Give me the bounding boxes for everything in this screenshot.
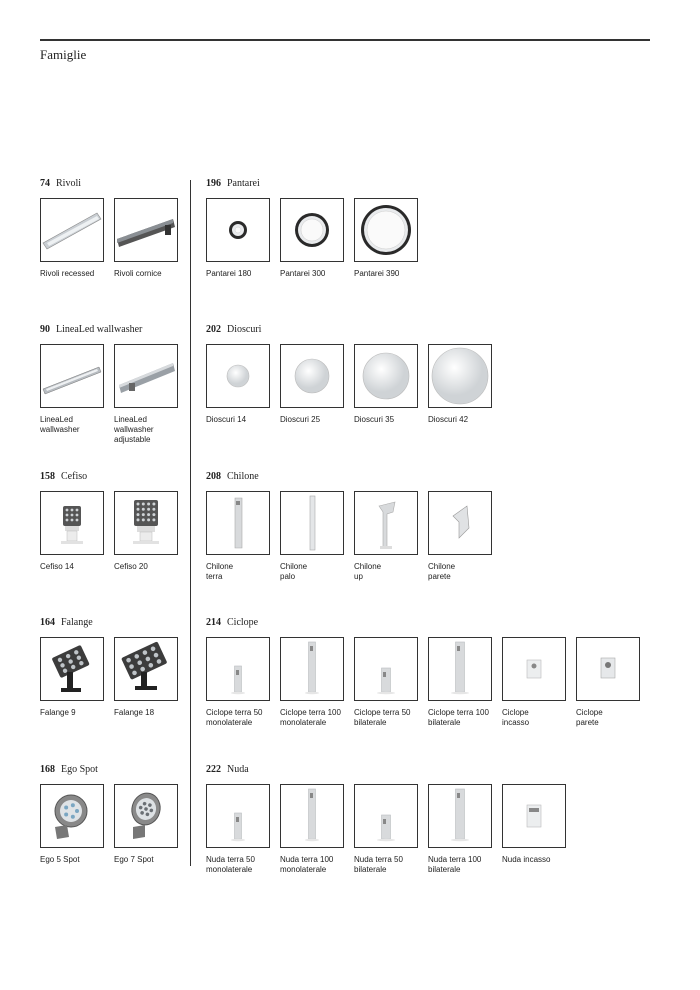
spotlight-7-icon xyxy=(114,784,178,848)
globe-14-icon xyxy=(206,344,270,408)
product-caption: Chilone terra xyxy=(206,562,234,581)
bollard-tall-bilateral-icon xyxy=(428,784,492,848)
bollard-short-bilateral-icon xyxy=(354,784,418,848)
family-name: Cefiso xyxy=(61,471,88,482)
family-name: Pantarei xyxy=(227,178,260,189)
product-item[interactable] xyxy=(114,198,178,279)
top-rule xyxy=(40,39,650,41)
product-item[interactable] xyxy=(206,637,270,728)
product-item[interactable] xyxy=(114,784,178,865)
bollard-short-icon xyxy=(206,637,270,701)
family-name: Ciclope xyxy=(227,617,259,628)
family-name: LineaLed wallwasher xyxy=(56,324,143,335)
bollard-palo-icon xyxy=(280,491,344,555)
family-heading xyxy=(40,764,98,778)
product-item[interactable] xyxy=(428,491,492,582)
family-section xyxy=(206,617,603,727)
product-item[interactable] xyxy=(114,344,178,445)
product-caption: Ciclope incasso xyxy=(502,708,530,727)
family-section xyxy=(206,178,400,278)
product-caption: Rivoli recessed xyxy=(40,269,95,278)
product-caption: Dioscuri 35 xyxy=(354,415,395,424)
product-item[interactable] xyxy=(576,637,640,728)
bollard-tall-icon xyxy=(280,784,344,848)
family-section xyxy=(40,324,154,444)
product-caption: Dioscuri 25 xyxy=(280,415,321,424)
product-caption: Pantarei 180 xyxy=(206,269,252,278)
product-item[interactable] xyxy=(428,784,492,875)
floodlight-small-icon xyxy=(40,491,104,555)
wall-marker-icon xyxy=(576,637,640,701)
product-caption: Falange 9 xyxy=(40,708,76,717)
wallwasher-adjustable-light-icon xyxy=(114,344,178,408)
family-page-number: 214 xyxy=(206,617,221,628)
family-page-number: 202 xyxy=(206,324,221,335)
family-heading xyxy=(40,617,93,631)
product-caption: Cefiso 20 xyxy=(114,562,148,571)
family-page-number: 168 xyxy=(40,764,55,775)
product-item[interactable] xyxy=(114,491,178,572)
product-caption: Nuda terra 100 bilaterale xyxy=(428,855,482,874)
family-page-number: 74 xyxy=(40,178,50,189)
product-item[interactable] xyxy=(40,344,104,435)
round-downlight-small-icon xyxy=(206,198,270,262)
family-name: Chilone xyxy=(227,471,259,482)
family-page-number: 90 xyxy=(40,324,50,335)
product-caption: Chilone parete xyxy=(428,562,456,581)
family-heading xyxy=(206,764,249,778)
family-section xyxy=(40,764,154,864)
product-caption: Nuda terra 50 bilaterale xyxy=(354,855,403,874)
product-caption: Ego 5 Spot xyxy=(40,855,80,864)
product-item[interactable] xyxy=(280,784,344,875)
product-caption: Pantarei 390 xyxy=(354,269,400,278)
round-downlight-medium-icon xyxy=(280,198,344,262)
product-item[interactable] xyxy=(354,198,418,279)
family-name: Nuda xyxy=(227,764,249,775)
family-heading xyxy=(40,324,142,338)
product-caption: Dioscuri 42 xyxy=(428,415,469,424)
globe-35-icon xyxy=(354,344,418,408)
product-item[interactable] xyxy=(354,491,418,582)
product-item[interactable] xyxy=(502,637,566,728)
bollard-up-icon xyxy=(354,491,418,555)
wallwasher-light-icon xyxy=(40,344,104,408)
family-section xyxy=(206,471,456,581)
linear-recessed-light-icon xyxy=(40,198,104,262)
family-section xyxy=(206,764,551,874)
page-title: Famiglie xyxy=(40,47,87,62)
bollard-tall-bilateral-icon xyxy=(428,637,492,701)
bollard-terra-icon xyxy=(206,491,270,555)
family-page-number: 208 xyxy=(206,471,221,482)
product-caption: LineaLed wallwasher adjustable xyxy=(114,415,154,444)
family-section xyxy=(206,324,469,424)
product-caption: Ciclope terra 100 bilaterale xyxy=(428,708,489,727)
bollard-short-icon xyxy=(206,784,270,848)
product-caption: Ego 7 Spot xyxy=(114,855,154,864)
product-item[interactable] xyxy=(280,637,344,728)
product-item[interactable] xyxy=(428,344,492,425)
product-item[interactable] xyxy=(280,491,344,582)
product-item[interactable] xyxy=(354,344,418,425)
family-page-number: 222 xyxy=(206,764,221,775)
product-caption: Ciclope parete xyxy=(576,708,603,727)
product-caption: Cefiso 14 xyxy=(40,562,74,571)
product-caption: Chilone up xyxy=(354,562,382,581)
family-section xyxy=(40,617,155,717)
product-caption: Pantarei 300 xyxy=(280,269,326,278)
product-item[interactable] xyxy=(354,784,418,875)
product-caption: Nuda terra 100 monolaterale xyxy=(280,855,334,874)
round-downlight-large-icon xyxy=(354,198,418,262)
recessed-panel-icon xyxy=(502,784,566,848)
product-item[interactable] xyxy=(40,784,104,865)
product-item[interactable] xyxy=(206,198,270,279)
family-name: Falange xyxy=(61,617,93,628)
family-page-number: 164 xyxy=(40,617,55,628)
product-caption: Ciclope terra 100 monolaterale xyxy=(280,708,341,727)
product-caption: Falange 18 xyxy=(114,708,155,717)
bollard-short-bilateral-icon xyxy=(354,637,418,701)
product-item[interactable] xyxy=(40,491,104,572)
product-item[interactable] xyxy=(206,344,270,425)
projector-small-icon xyxy=(40,637,104,701)
product-item[interactable] xyxy=(280,198,344,279)
product-caption: Ciclope terra 50 bilaterale xyxy=(354,708,411,727)
product-caption: Chilone palo xyxy=(280,562,308,581)
product-item[interactable] xyxy=(428,637,492,728)
family-heading xyxy=(206,324,261,338)
bollard-tall-icon xyxy=(280,637,344,701)
product-item[interactable] xyxy=(206,784,270,875)
family-name: Dioscuri xyxy=(227,324,262,335)
family-section xyxy=(40,471,148,571)
floodlight-large-icon xyxy=(114,491,178,555)
product-item[interactable] xyxy=(206,491,270,582)
family-heading xyxy=(206,617,258,631)
linear-cornice-light-icon xyxy=(114,198,178,262)
product-caption: Nuda terra 50 monolaterale xyxy=(206,855,255,874)
product-item[interactable] xyxy=(354,637,418,728)
product-caption: Dioscuri 14 xyxy=(206,415,247,424)
family-heading xyxy=(40,178,81,192)
family-name: Ego Spot xyxy=(61,764,98,775)
family-heading xyxy=(206,178,260,192)
globe-42-icon xyxy=(428,344,492,408)
product-item[interactable] xyxy=(280,344,344,425)
column-divider xyxy=(190,180,191,866)
product-item[interactable] xyxy=(502,784,566,865)
spotlight-5-icon xyxy=(40,784,104,848)
product-item[interactable] xyxy=(40,198,104,279)
family-section xyxy=(40,178,162,278)
product-caption: Rivoli cornice xyxy=(114,269,162,278)
family-heading xyxy=(40,471,87,485)
family-page-number: 196 xyxy=(206,178,221,189)
product-item[interactable] xyxy=(114,637,178,718)
product-caption: Ciclope terra 50 monolaterale xyxy=(206,708,263,727)
product-caption: Nuda incasso xyxy=(502,855,551,864)
family-page-number: 158 xyxy=(40,471,55,482)
product-item[interactable] xyxy=(40,637,104,718)
product-caption: LineaLed wallwasher xyxy=(40,415,80,434)
recessed-marker-icon xyxy=(502,637,566,701)
projector-large-icon xyxy=(114,637,178,701)
family-name: Rivoli xyxy=(56,178,82,189)
globe-25-icon xyxy=(280,344,344,408)
wall-sconce-icon xyxy=(428,491,492,555)
family-heading xyxy=(206,471,259,485)
